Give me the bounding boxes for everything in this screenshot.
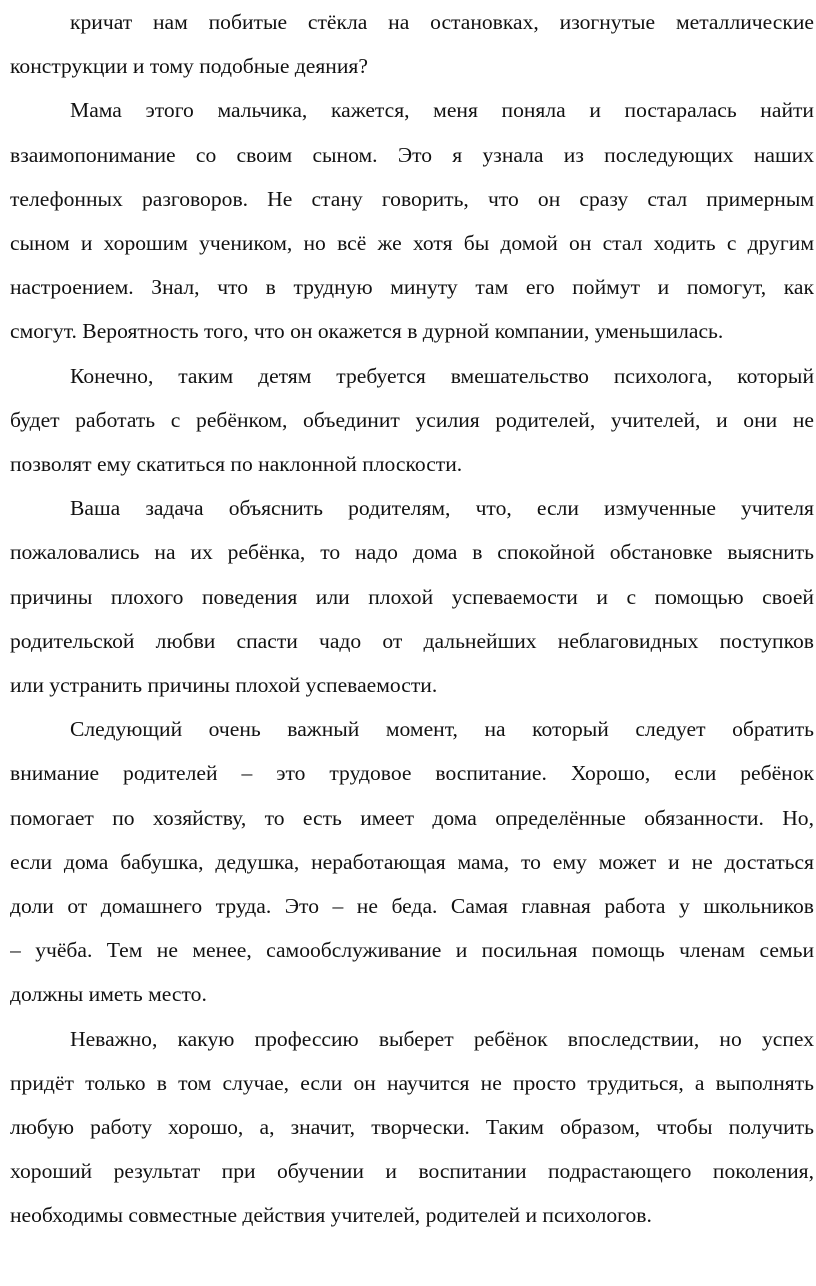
text-line: телефонных разговоров. Не стану говорить, что он сразу стал примерным bbox=[10, 186, 814, 211]
paragraph-labor-education bbox=[10, 707, 814, 1016]
text-line: необходимы совместные действия учителей, родителей и психологов. bbox=[10, 1203, 652, 1228]
text-line: внимание родителей – это трудовое воспитание. Хорошо, если ребёнок bbox=[10, 761, 814, 786]
text-line: конструкции и тому подобные деяния? bbox=[10, 54, 368, 79]
text-line: – учёба. Тем не менее, самообслуживание и посильная помощь членам семьи bbox=[10, 938, 814, 963]
text-line: Следующий очень важный момент, на который следует обратить bbox=[70, 717, 814, 742]
text-line: пожаловались на их ребёнка, то надо дома в спокойной обстановке выяснить bbox=[10, 540, 814, 565]
text-line: сыном и хорошим учеником, но всё же хотя бы домой он стал ходить с другим bbox=[10, 231, 814, 256]
document-page bbox=[10, 0, 814, 1238]
text-line: хороший результат при обучении и воспитании подрастающего поколения, bbox=[10, 1159, 814, 1184]
text-line: взаимопонимание со своим сыном. Это я узнала из последующих наших bbox=[10, 142, 814, 167]
text-line: кричат нам побитые стёкла на остановках, изогнутые металлические bbox=[70, 10, 814, 34]
text-line: причины плохого поведения или плохой успеваемости и с помощью своей bbox=[10, 584, 814, 609]
paragraph-continuation bbox=[10, 0, 814, 88]
text-line: любую работу хорошо, а, значит, творчески. Таким образом, чтобы получить bbox=[10, 1115, 814, 1140]
paragraph-task bbox=[10, 486, 814, 707]
text-line: придёт только в том случае, если он научится не просто трудиться, а выполнять bbox=[10, 1070, 814, 1095]
text-line: настроением. Знал, что в трудную минуту там его поймут и помогут, как bbox=[10, 275, 814, 300]
text-line: позволят ему скатиться по наклонной плоскости. bbox=[10, 452, 463, 477]
text-line: родительской любви спасти чадо от дальнейших неблаговидных поступков bbox=[10, 628, 814, 653]
text-line: или устранить причины плохой успеваемости. bbox=[10, 673, 438, 698]
text-line: если дома бабушка, дедушка, неработающая мама, то ему может и не достаться bbox=[10, 849, 814, 874]
text-line: помогает по хозяйству, то есть имеет дома определённые обязанности. Но, bbox=[10, 805, 814, 830]
paragraph-mother-understood bbox=[10, 88, 814, 353]
text-line: Неважно, какую профессию выберет ребёнок впоследствии, но успех bbox=[70, 1026, 814, 1051]
text-line: Ваша задача объяснить родителям, что, если измученные учителя bbox=[70, 496, 814, 521]
text-line: Мама этого мальчика, кажется, меня поняла и постаралась найти bbox=[70, 98, 814, 123]
paragraph-conclusion bbox=[10, 1017, 814, 1238]
text-line: смогут. Вероятность того, что он окажется в дурной компании, уменьшилась. bbox=[10, 319, 724, 344]
text-line: должны иметь место. bbox=[10, 982, 207, 1007]
text-line: будет работать с ребёнком, объединит усилия родителей, учителей, и они не bbox=[10, 407, 814, 432]
text-line: доли от домашнего труда. Это – не беда. Самая главная работа у школьников bbox=[10, 894, 814, 919]
text-line: Конечно, таким детям требуется вмешательство психолога, который bbox=[70, 363, 814, 388]
paragraph-psychologist bbox=[10, 354, 814, 487]
